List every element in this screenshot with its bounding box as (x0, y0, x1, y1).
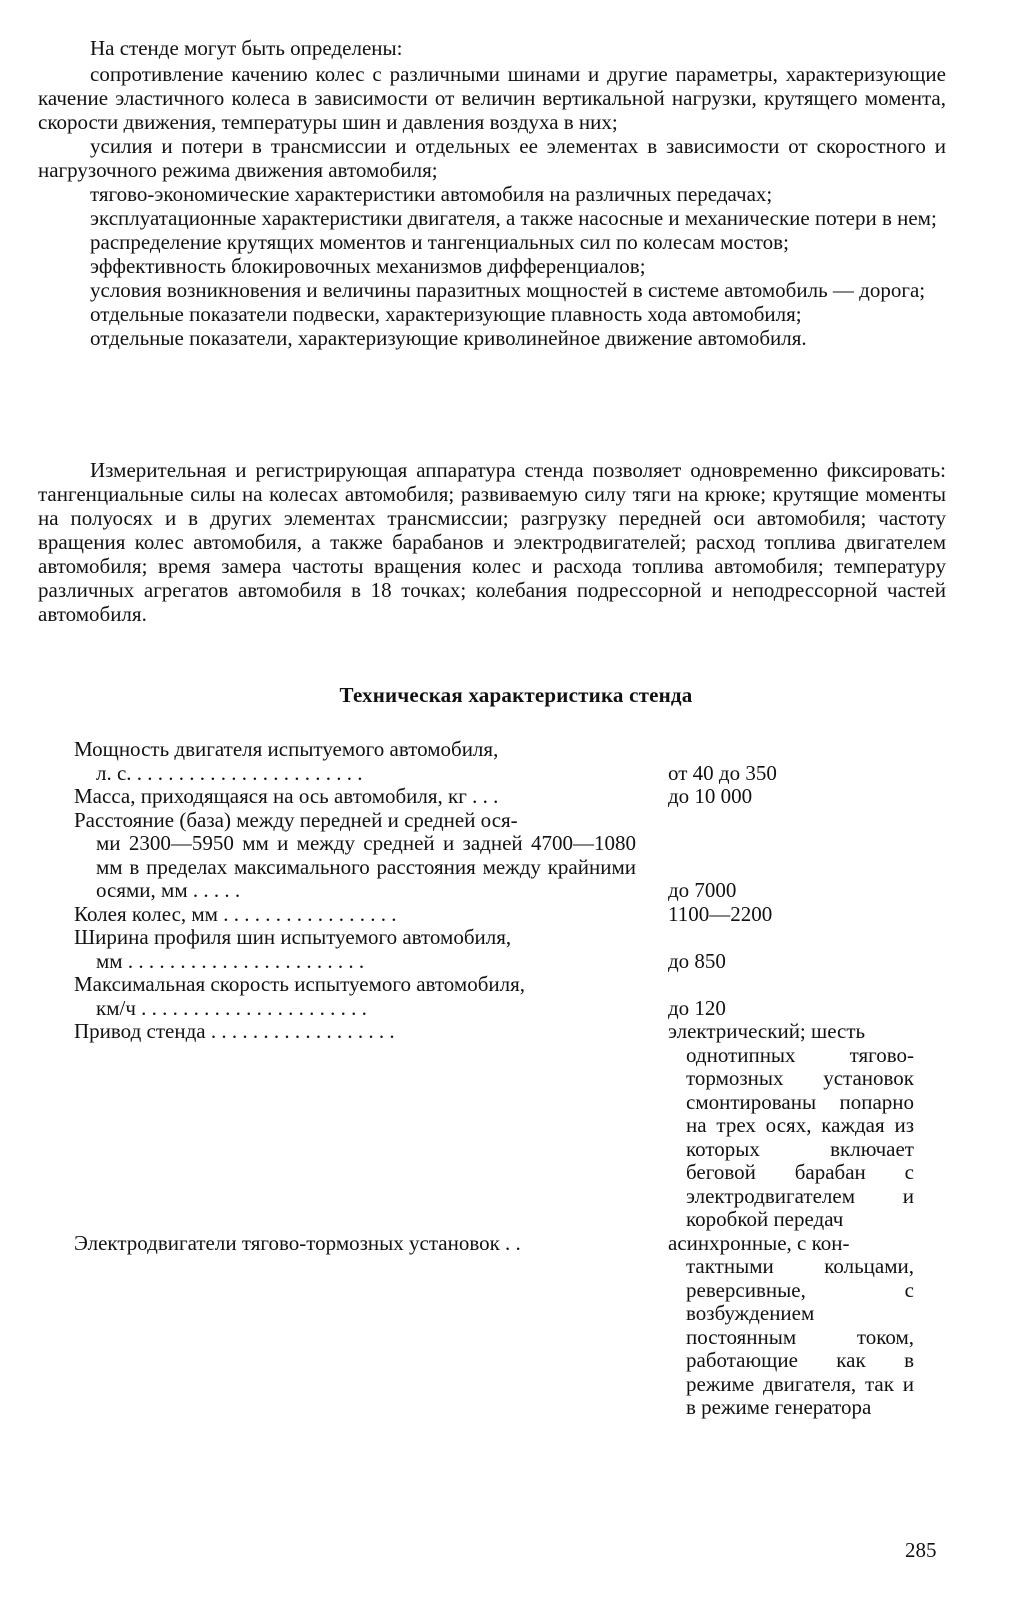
list-item: эффективность блокировочных механизмов дифференциалов; (90, 254, 646, 278)
spec-label (74, 926, 636, 973)
measurement-paragraph: Измерительная и регистрирующая аппаратура стенда позволяет одновременно фиксировать: тангенциальные силы на колесах автомобиля; развиваемую силу тяги на крюке; крутящие моменты на полуосях и в других элементах трансмиссии; разгрузку передней оси автомобиля; частоту вращения колес автомобиля, а также барабанов и электродвигателей; расход топлива двигателем автомобиля; время замера частоты вращения колес и расхода топлива автомобиля; температуру различных агрегатов автомобиля в 18 точках; колебания подрессорной и неподрессорной частей автомобиля. (38, 458, 946, 626)
spec-label-rest: км/ч . . . . . . . . . . . . . . . . . . . . . . (96, 995, 367, 1020)
spec-value: 1100—2200 (668, 901, 773, 926)
spec-label (74, 973, 636, 1020)
spec-value-first: электрический; шесть (668, 1019, 866, 1043)
spec-value: до 10 000 (668, 784, 753, 808)
spec-label-first: Привод стенда . . . . . . . . . . . . . . . . . . (74, 1019, 395, 1043)
spec-label (74, 738, 636, 785)
list-item: распределение крутящих моментов и тангенциальных сил по колесам мостов; (90, 230, 789, 254)
spec-label (74, 1020, 636, 1044)
spec-label-first: Максимальная скорость испытуемого автомобиля, (74, 972, 526, 996)
spec-row-track (74, 903, 918, 927)
spec-label-first: Ширина профиля шин испытуемого автомобиля, (74, 925, 512, 949)
spec-row-tyre-width (74, 926, 918, 973)
specs-table (74, 738, 918, 1420)
list-item: сопротивление качению колес с различными шинами и другие параметры, характеризующие качение эластичного колеса в зависимости от величин вертикальной нагрузки, крутящего момента, скорости движения, температуры шин и давления воздуха в них; (38, 62, 946, 134)
spec-value-rest: тактными кольцами, реверсивные, с возбуждением постоянным током, работающие как в режиме двигателя, так и в режиме генератора (686, 1254, 914, 1419)
spec-row-motors (74, 1232, 918, 1420)
list-item: тягово-экономические характеристики автомобиля на различных передачах; (90, 182, 773, 206)
spec-label-rest: мм . . . . . . . . . . . . . . . . . . . . . . . (96, 948, 365, 973)
spec-label (74, 785, 636, 809)
list-item: отдельные показатели подвески, характеризующие плавность хода автомобиля; (90, 302, 802, 326)
spec-label (74, 809, 636, 903)
capabilities-list (38, 62, 946, 350)
spec-value (636, 1020, 918, 1232)
list-item: условия возникновения и величины паразитных мощностей в системе автомобиль — дорога; (90, 278, 926, 302)
list-item: отдельные показатели, характеризующие криволинейное движение автомобиля. (90, 326, 807, 350)
page-number: 285 (905, 1538, 937, 1562)
spec-label-first: Масса, приходящаяся на ось автомобиля, кг . . . (74, 784, 499, 808)
spec-label-first: Мощность двигателя испытуемого автомобиля, (74, 737, 499, 761)
spec-value: до 120 (668, 995, 726, 1020)
section-title: Техническая характеристика стенда (339, 683, 693, 707)
spec-row-max-speed (74, 973, 918, 1020)
spec-row-wheelbase (74, 809, 918, 903)
spec-value: от 40 до 350 (668, 760, 777, 785)
spec-row-drive (74, 1020, 918, 1232)
spec-row-power (74, 738, 918, 785)
spec-label-first: Электродвигатели тягово-тормозных установок . . (74, 1230, 521, 1255)
spec-value: до 7000 (668, 878, 737, 902)
spec-value (636, 1232, 918, 1420)
spec-label (74, 1232, 636, 1256)
spec-label-first: Колея колес, мм . . . . . . . . . . . . . . . . . (74, 901, 397, 926)
spec-label (74, 903, 636, 927)
spec-label-rest: л. с. . . . . . . . . . . . . . . . . . . . . . . (96, 760, 363, 785)
spec-value: до 850 (668, 948, 726, 973)
intro-line: На стенде могут быть определены: (90, 36, 403, 60)
spec-row-mass (74, 785, 918, 809)
list-item: эксплуатационные характеристики двигателя, а также насосные и механические потери в нем; (90, 206, 937, 230)
spec-value-rest: однотипных тягово-тормозных установок смонтированы попарно на трех осях, каждая из которых включает беговой барабан с электродвигателем и коробкой передач (686, 1042, 914, 1231)
list-item: усилия и потери в трансмиссии и отдельных ее элементах в зависимости от скоростного и нагрузочного режима движения автомобиля; (38, 134, 946, 182)
spec-label-rest: ми 2300—5950 мм и между средней и задней 4700—1080 мм в пределах максимального расстояния между крайними осями, мм . . . . . (96, 831, 636, 902)
spec-value-first: асинхронные, с кон- (668, 1230, 850, 1255)
spec-label-first: Расстояние (база) между передней и средней ося- (74, 807, 518, 832)
